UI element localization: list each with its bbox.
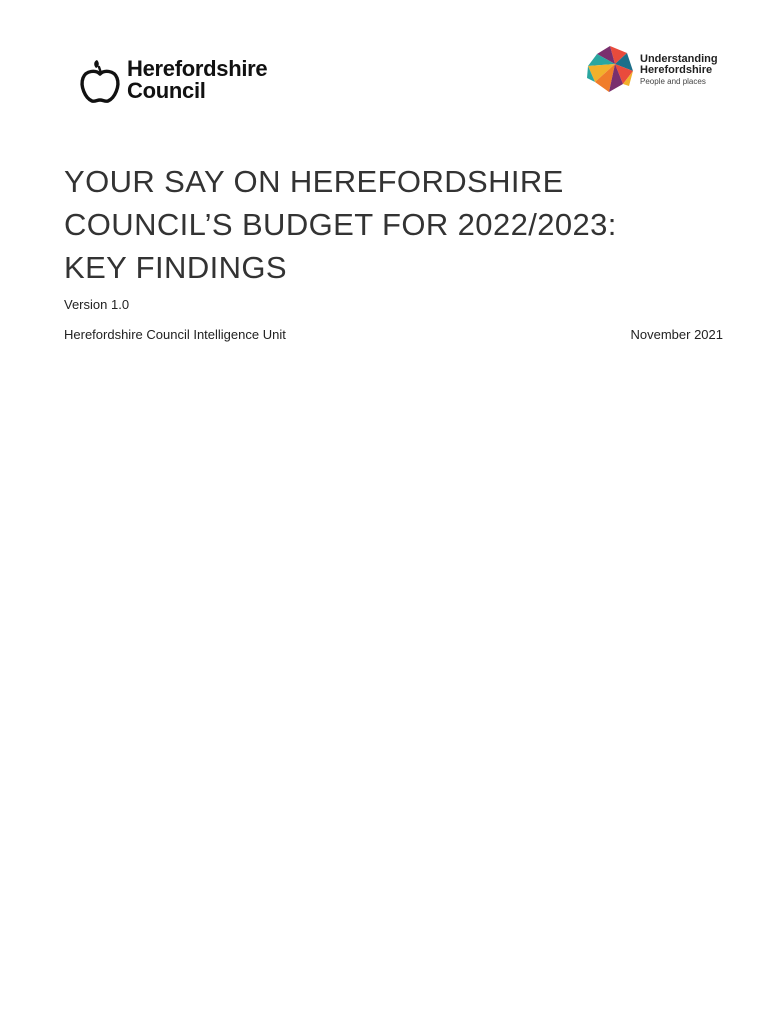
title-line-1: YOUR SAY ON HEREFORDSHIRE: [64, 164, 564, 199]
partner-wordmark-line1: Understanding: [640, 53, 718, 65]
geometric-mosaic-icon: [585, 44, 635, 94]
council-wordmark-line2: Council: [127, 78, 206, 103]
council-wordmark-line1: Herefordshire: [127, 56, 268, 81]
document-title: [64, 160, 704, 289]
author-unit: Herefordshire Council Intelligence Unit: [64, 327, 286, 342]
partner-tagline: People and places: [640, 77, 706, 86]
title-line-3: KEY FINDINGS: [64, 250, 287, 285]
herefordshire-council-logo: [78, 58, 308, 106]
publication-date: November 2021: [630, 327, 723, 342]
council-wordmark: [127, 58, 267, 102]
version-label: Version 1.0: [64, 297, 130, 312]
partner-wordmark: [640, 54, 718, 87]
title-line-2: COUNCIL’S BUDGET FOR 2022/2023:: [64, 207, 617, 242]
understanding-herefordshire-logo: [585, 44, 735, 94]
apple-icon: [78, 58, 122, 104]
partner-wordmark-line2: Herefordshire: [640, 64, 713, 76]
